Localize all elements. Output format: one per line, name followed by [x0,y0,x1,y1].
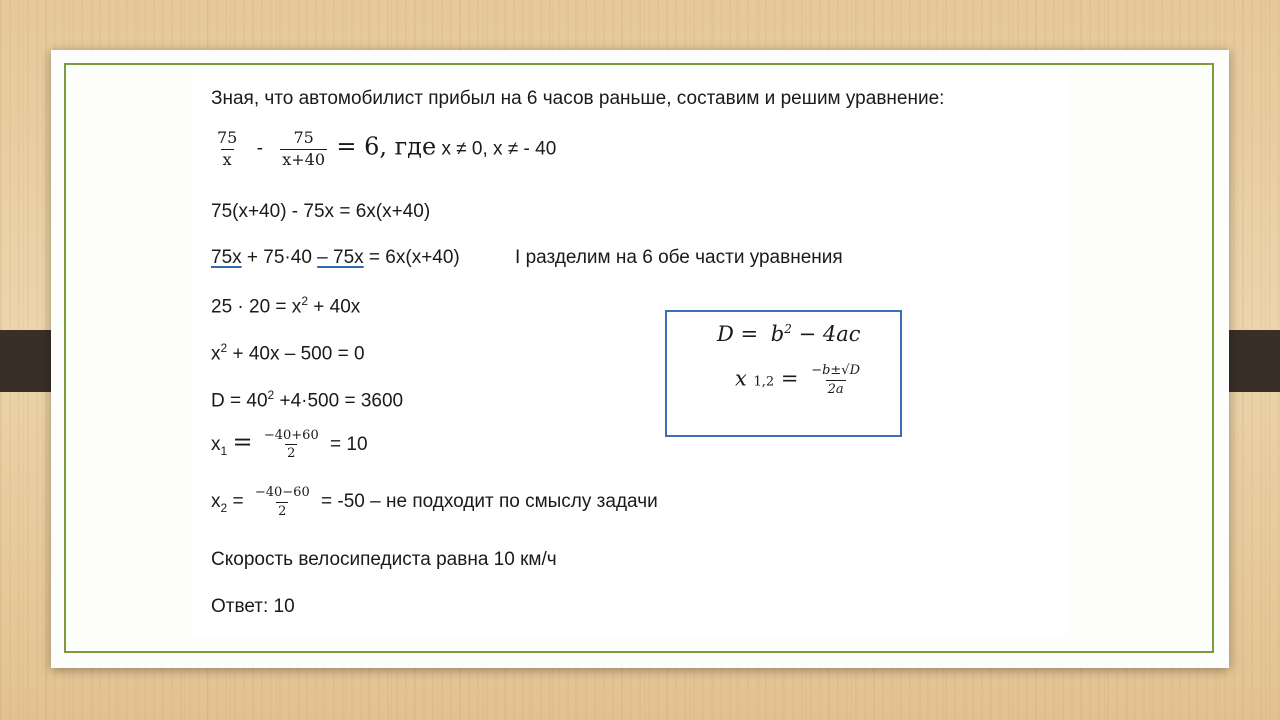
equation-middle: + 75·40 [241,247,318,268]
fraction-75-over-x40 [280,130,327,169]
root-result: = 10 [330,434,368,455]
x-subscript: 1,2 [753,374,775,390]
discriminant [211,388,403,412]
root-subscript: 2 [220,500,228,515]
equals-sign: = [232,491,244,513]
equation-fractions [211,130,556,169]
fraction-denominator: 2a [827,381,844,397]
slide-content [191,71,1068,636]
intro-text: Зная, что автомобилист прибыл на 6 часов раньше, составим и решим уравнение: [211,88,945,109]
eq6-right: +4·500 = 3600 [274,390,404,412]
fraction-numerator: −b±√D [811,363,861,378]
fraction-root2 [253,486,312,518]
equation-right: = 6x(x+40) [363,247,460,268]
root-var: x [211,434,221,455]
eq5-left: x [211,343,221,365]
equals-sign: = [232,428,253,456]
fraction-root1 [262,429,321,461]
speed-statement: Скорость велосипедиста равна 10 км/ч [211,549,557,570]
root-x2 [211,486,658,518]
eq6-left: D = 40 [211,390,268,412]
fraction-75-over-x [215,130,239,169]
root-x1 [211,428,368,461]
answer: Ответ: 10 [211,596,295,617]
fraction-denominator: 2 [278,503,287,519]
roots-formula [735,364,866,396]
exponent: 2 [784,322,792,336]
equation-expanded: 75(x+40) - 75x = 6x(x+40) [211,201,431,222]
equation-cancel [211,247,843,269]
fraction-denominator: 2 [287,446,296,462]
equals-six-where: = 6, где [336,132,437,161]
d-left: D = [717,322,759,346]
equals-sign: = [780,366,799,391]
fraction-numerator: −40+60 [263,427,319,443]
root-var: x [211,491,221,513]
fraction-numerator: 75 [293,128,314,147]
exponent: 2 [220,341,228,355]
eq5-right: + 40x – 500 = 0 [227,343,365,365]
fraction-roots [809,364,862,396]
fraction-numerator: 75 [217,128,238,147]
root-result: = -50 – не подходит по смыслу задачи [321,491,658,513]
exponent: 2 [301,294,308,308]
d-rest: − 4ac [791,322,861,346]
cancelled-term-2: – 75x [317,247,364,268]
quadratic-equation [211,341,365,365]
discriminant-formula [717,322,860,346]
x-var: x [735,366,747,391]
fraction-denominator: x+40 [282,149,326,169]
minus-sign: - [256,138,263,160]
divide-note: I разделим на 6 обе части уравнения [515,247,843,268]
domain-condition: x ≠ 0, x ≠ - 40 [441,138,557,160]
equation-simplified [211,294,360,318]
root-subscript: 1 [220,443,228,458]
slide-paper [51,50,1229,668]
eq4-right: + 40x [308,296,361,318]
fraction-numerator: −40−60 [254,485,310,500]
d-b: b [770,322,785,346]
cancelled-term-1: 75x [211,247,242,268]
fraction-denominator: x [222,149,232,169]
exponent: 2 [267,388,275,402]
formula-box [665,310,902,437]
eq4-left: 25 · 20 = x [211,296,302,318]
